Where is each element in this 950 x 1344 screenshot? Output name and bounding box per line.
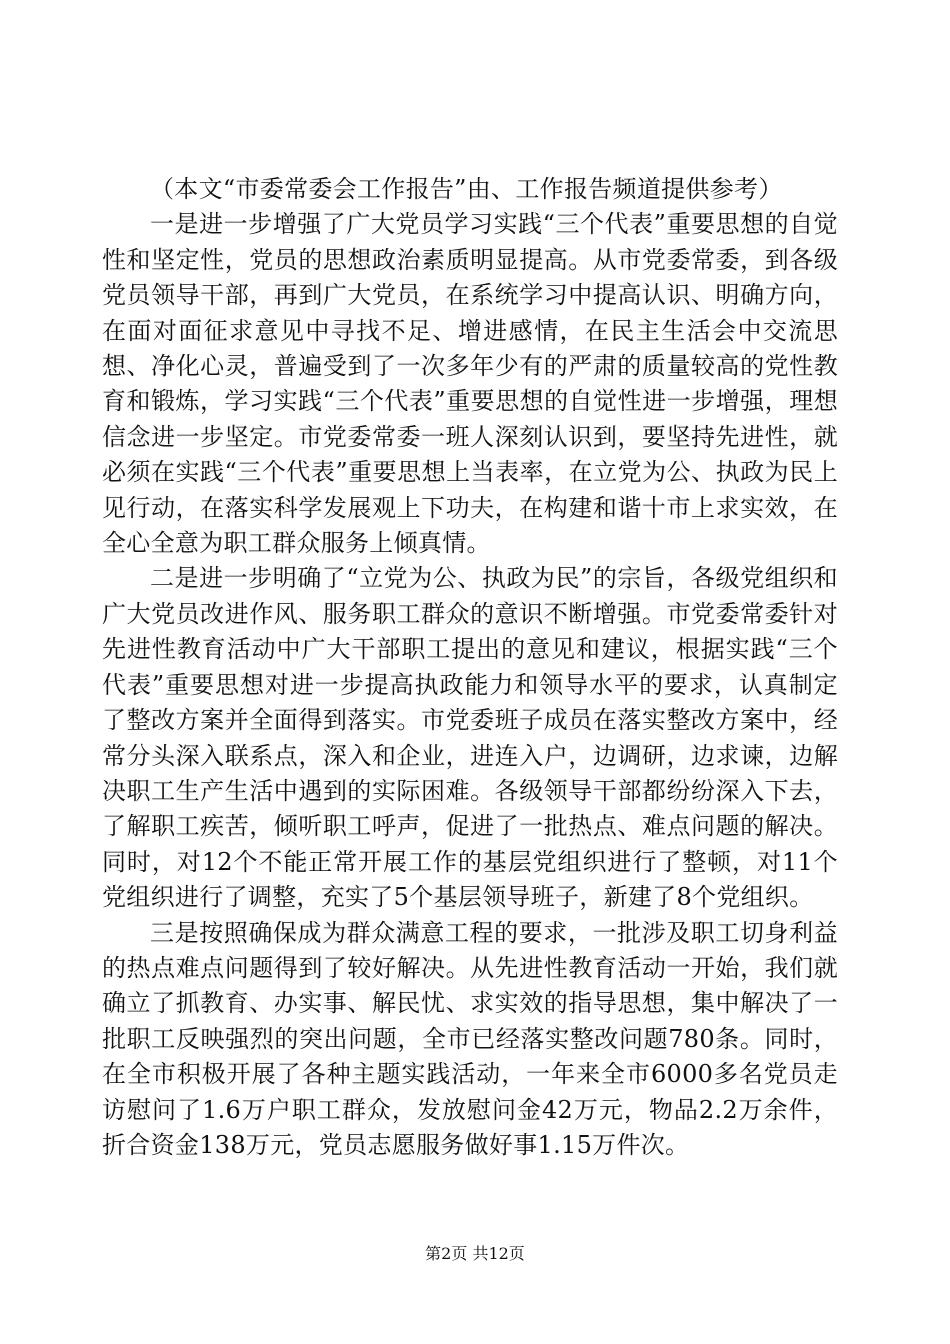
page-number-footer: 第2页 共12页 [425,1244,525,1263]
paragraph-3: 三是按照确保成为群众满意工程的要求，一批涉及职工切身利益的热点难点问题得到了较好解决。从先进性教育活动一开始，我们就确立了抓教育、办实事、解民忧、求实效的指导思想，集中解决了一批职工反映强烈的突出问题，全市已经落实整改问题780条。同时，在全市积极开展了各种主题实践活动，一年来全市6000多名党员走访慰问了1.6万户职工群众，发放慰问金42万元，物品2.2万余件，折合资金138万元，党员志愿服务做好事1.15万件次。 [102,918,838,1159]
paragraph-1: 一是进一步增强了广大党员学习实践“三个代表”重要思想的自觉性和坚定性，党员的思想政治素质明显提高。从市党委常委，到各级党员领导干部，再到广大党员，在系统学习中提高认识、明确方向，在面对面征求意见中寻找不足、增进感情，在民主生活会中交流思想、净化心灵，普遍受到了一次多年少有的严肃的质量较高的党性教育和锻炼，学习实践“三个代表”重要思想的自觉性进一步增强，理想信念进一步坚定。市党委常委一班人深刻认识到，要坚持先进性，就必须在实践“三个代表”重要思想上当表率，在立党为公、执政为民上见行动，在落实科学发展观上下功夫，在构建和谐十市上求实效，在全心全意为职工群众服务上倾真情。 [102,210,838,558]
document-body [102,172,838,1163]
paragraph-2: 二是进一步明确了“立党为公、执政为民”的宗旨，各级党组织和广大党员改进作风、服务职工群众的意识不断增强。市党委常委针对先进性教育活动中广大干部职工提出的意见和建议，根据实践“三个代表”重要思想对进一步提高执政能力和领导水平的要求，认真制定了整改方案并全面得到落实。市党委班子成员在落实整改方案中，经常分头深入联系点，深入和企业，进连入户，边调研，边求谏，边解决职工生产生活中遇到的实际困难。各级领导干部都纷纷深入下去，了解职工疾苦，倾听职工呼声，促进了一批热点、难点问题的解决。同时，对12个不能正常开展工作的基层党组织进行了整顿，对11个党组织进行了调整，充实了5个基层领导班子，新建了8个党组织。 [102,564,838,912]
source-note: （本文“市委常委会工作报告”由、工作报告频道提供参考） [150,175,783,203]
